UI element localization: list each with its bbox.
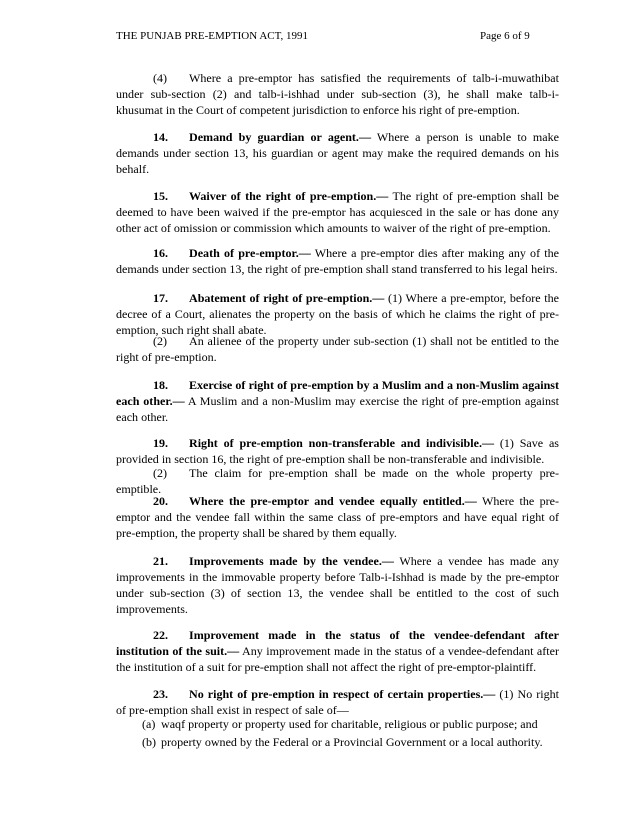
section-heading: Right of pre-emption non-transferable and indivisible.—: [189, 436, 495, 450]
section-17-subsection-2: [116, 333, 559, 365]
item-label: (a): [142, 717, 156, 731]
section-text: Where a pre-emptor dies after making any of the demands under section 13, the right of pre-emption shall stand transferred to his legal heirs.: [116, 246, 560, 276]
section-heading: Where the pre-emptor and vendee equally entitled.—: [189, 494, 477, 508]
section-23-item-a: [142, 716, 538, 732]
section-text: (1) No right of pre-emption shall exist in respect of sale of—: [116, 687, 560, 717]
section-number: 15.: [153, 189, 169, 203]
header-page-number: Page 6 of 9: [480, 30, 530, 42]
section-18: [116, 377, 559, 425]
section-heading: Abatement of right of pre-emption.—: [189, 291, 385, 305]
section-number: 19.: [153, 436, 169, 450]
section-heading: Exercise of right of pre-emption by a Muslim and a non-Muslim against each other.—: [116, 378, 559, 408]
section-23-item-b: [142, 734, 543, 750]
subsection-number: (2): [153, 466, 168, 480]
section-heading: Demand by guardian or agent.—: [189, 130, 371, 144]
subsection-text: Where a pre-emptor has satisfied the requirements of talb-i-muwathibat under sub-section (2) and talb-i-ishhad under sub-section (3), he shall make talb-i-khusumat in the Court of competent jurisdiction to enforce his right of pre-emption.: [116, 71, 559, 117]
section-15: [116, 188, 559, 236]
subsection-text: The claim for pre-emption shall be made on the whole property pre-emptible.: [116, 466, 559, 496]
item-label: (b): [142, 735, 157, 749]
section-17: [116, 290, 559, 338]
section-text: (1) Where a pre-emptor, before the decree of a Court, alienates the property on the basis of which he claims the right of pre-emption, such right shall abate.: [116, 291, 560, 337]
subsection-text: An alienee of the property under sub-section (1) shall not be entitled to the right of pre-emption.: [116, 334, 559, 364]
subsection-number: (2): [153, 334, 168, 348]
section-text: Where a vendee has made any improvements in the immovable property before Talb-i-Ishhad is made by the pre-emptor under sub-section (3) of section 13, the vendee shall be entitled to the cost of such improvements.: [116, 554, 560, 616]
section-14: [116, 129, 559, 177]
section-heading: Waiver of the right of pre-emption.—: [189, 189, 389, 203]
section-number: 17.: [153, 291, 169, 305]
section-heading: Improvement made in the status of the vendee-defendant after institution of the suit.—: [116, 628, 559, 658]
section-text: Where a person is unable to make demands under section 13, his guardian or agent may make the required demands on his behalf.: [116, 130, 559, 176]
section-23: [116, 686, 559, 718]
section-number: 16.: [153, 246, 169, 260]
section-20: [116, 493, 559, 541]
section-21: [116, 553, 559, 617]
item-text: property owned by the Federal or a Provincial Government or a local authority.: [161, 735, 543, 749]
section-heading: Improvements made by the vendee.—: [189, 554, 394, 568]
section-heading: No right of pre-emption in respect of certain properties.—: [189, 687, 496, 701]
section-text: Where the pre-emptor and the vendee fall within the same class of pre-emptors and have equal right of pre-emption, the property shall be shared by them equally.: [116, 494, 559, 540]
header-act-title: THE PUNJAB PRE-EMPTION ACT, 1991: [116, 30, 309, 42]
section-16: [116, 245, 559, 277]
section-number: 22.: [153, 628, 169, 642]
section-number: 23.: [153, 687, 169, 701]
section-22: [116, 627, 559, 675]
item-text: waqf property or property used for charitable, religious or public purpose; and: [161, 717, 538, 731]
section-text: (1) Save as provided in section 16, the right of pre-emption shall be non-transferable and indivisible.: [116, 436, 559, 466]
section-19: [116, 435, 559, 467]
section-13-subsection-4: [116, 70, 559, 118]
section-heading: Death of pre-emptor.—: [189, 246, 311, 260]
section-number: 14.: [153, 130, 169, 144]
section-text: A Muslim and a non-Muslim may exercise the right of pre-emption against each other.: [116, 394, 559, 424]
section-number: 18.: [153, 378, 169, 392]
section-text: The right of pre-emption shall be deemed to have been waived if the pre-emptor has acquiesced in the sale or has done any other act of omission or commission which amounts to waiver of the right of pre-emption.: [116, 189, 560, 235]
subsection-number: (4): [153, 71, 168, 85]
section-number: 20.: [153, 494, 169, 508]
section-number: 21.: [153, 554, 169, 568]
section-text: Any improvement made in the status of a vendee-defendant after the institution of a suit for pre-emption shall not affect the right of pre-emptor-plaintiff.: [116, 644, 559, 674]
